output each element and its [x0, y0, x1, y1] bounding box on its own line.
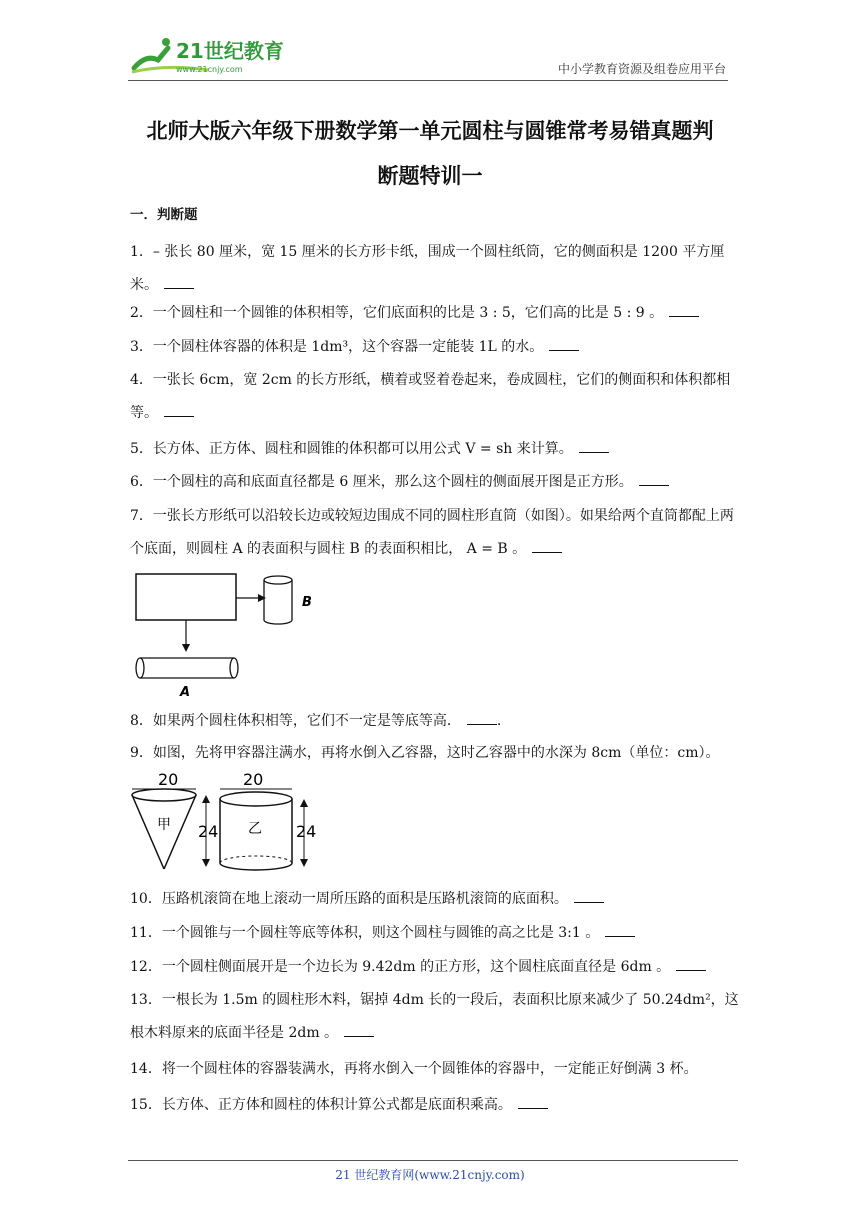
answer-blank[interactable] [518, 1096, 548, 1109]
question-4: 4．一张长 6cm，宽 2cm 的长方形纸，横着或竖着卷起来，卷成圆柱，它们的侧面积和体积都相等。 [130, 372, 731, 421]
question-9: 9．如图，先将甲容器注满水，再将水倒入乙容器，这时乙容器中的水深为 8cm（单位：cm）。 [130, 745, 720, 761]
answer-blank[interactable] [467, 712, 497, 725]
answer-blank[interactable] [532, 540, 562, 553]
label-a: A [180, 685, 191, 700]
figure-cone-cylinder [130, 773, 320, 873]
footer-text[interactable]: 21 世纪教育网(www.21cnjy.com) [335, 1168, 525, 1182]
section-heading: 一．判断题 [130, 207, 198, 223]
logo-url: www.21cnjy.com [176, 65, 243, 74]
question-3: 3．一个圆柱体容器的体积是 1dm³，这个容器一定能装 1L 的水。 [130, 338, 742, 356]
answer-blank[interactable] [639, 473, 669, 486]
question-13: 13．一根长为 1.5m 的圆柱形木料，锯掉 4dm 长的一段后，表面积比原来减少了 50.24dm²，这根木料原来的底面半径是 2dm 。 [130, 992, 739, 1041]
answer-blank[interactable] [579, 440, 609, 453]
page-header [128, 28, 728, 78]
question-10: 10．压路机滚筒在地上滚动一周所压路的面积是压路机滚筒的底面积。 [130, 890, 742, 908]
question-8: 8．如果两个圆柱体积相等，它们不一定是等底等高． . [130, 713, 502, 729]
cone-width: 20 [158, 773, 179, 789]
runner-icon [134, 48, 168, 68]
answer-blank[interactable] [164, 276, 194, 289]
question-15: 15．长方体、正方体和圆柱的体积计算公式都是底面积乘高。 [130, 1096, 742, 1114]
answer-blank[interactable] [669, 304, 699, 317]
page-title-line2: 断题特训一 [377, 163, 483, 188]
question-12: 12．一个圆柱侧面展开是一个边长为 9.42dm 的正方形，这个圆柱底面直径是 6dm 。 [130, 958, 742, 976]
answer-blank[interactable] [676, 958, 706, 971]
answer-blank[interactable] [574, 890, 604, 903]
question-7: 7．一张长方形纸可以沿较长边或较短边围成不同的圆柱形直筒（如图）。如果给两个直筒都配上两个底面，则圆柱 A 的表面积与圆柱 B 的表面积相比， A = B 。 [130, 508, 734, 557]
label-b: B [302, 595, 312, 610]
site-logo [128, 34, 298, 78]
answer-blank[interactable] [344, 1024, 374, 1037]
question-11: 11．一个圆锥与一个圆柱等底等体积，则这个圆柱与圆锥的高之比是 3:1 。 [130, 924, 742, 942]
header-divider [128, 80, 728, 81]
answer-blank[interactable] [549, 338, 579, 351]
answer-blank[interactable] [164, 404, 194, 417]
question-5: 5．长方体、正方体、圆柱和圆锥的体积都可以用公式 V = sh 来计算。 [130, 440, 742, 458]
cylinder-height: 24 [296, 822, 317, 841]
figure-cylinders-ab [130, 568, 330, 700]
cone-label: 甲 [157, 817, 171, 833]
cylinder-width: 20 [243, 773, 264, 789]
platform-name: 中小学教育资源及组卷应用平台 [557, 62, 726, 76]
cylinder-label: 乙 [248, 821, 262, 837]
cone-height: 24 [198, 822, 219, 841]
page-title-line1: 北师大版六年级下册数学第一单元圆柱与圆锥常考易错真题判 [146, 118, 714, 143]
question-1: 1．– 张长 80 厘米，宽 15 厘米的长方形卡纸，围成一个圆柱纸筒，它的侧面积是 1200 平方厘米。 [130, 244, 725, 293]
question-2: 2．一个圆柱和一个圆锥的体积相等，它们底面积的比是 3 : 5，它们高的比是 5 : 9 。 [130, 304, 742, 322]
question-6: 6．一个圆柱的高和底面直径都是 6 厘米，那么这个圆柱的侧面展开图是正方形。 [130, 473, 742, 491]
question-14: 14．将一个圆柱体的容器装满水，再将水倒入一个圆锥体的容器中，一定能正好倒满 3 杯。 [130, 1061, 698, 1077]
logo-text: 21世纪教育 [176, 39, 284, 63]
answer-blank[interactable] [605, 924, 635, 937]
footer-divider [128, 1160, 738, 1161]
